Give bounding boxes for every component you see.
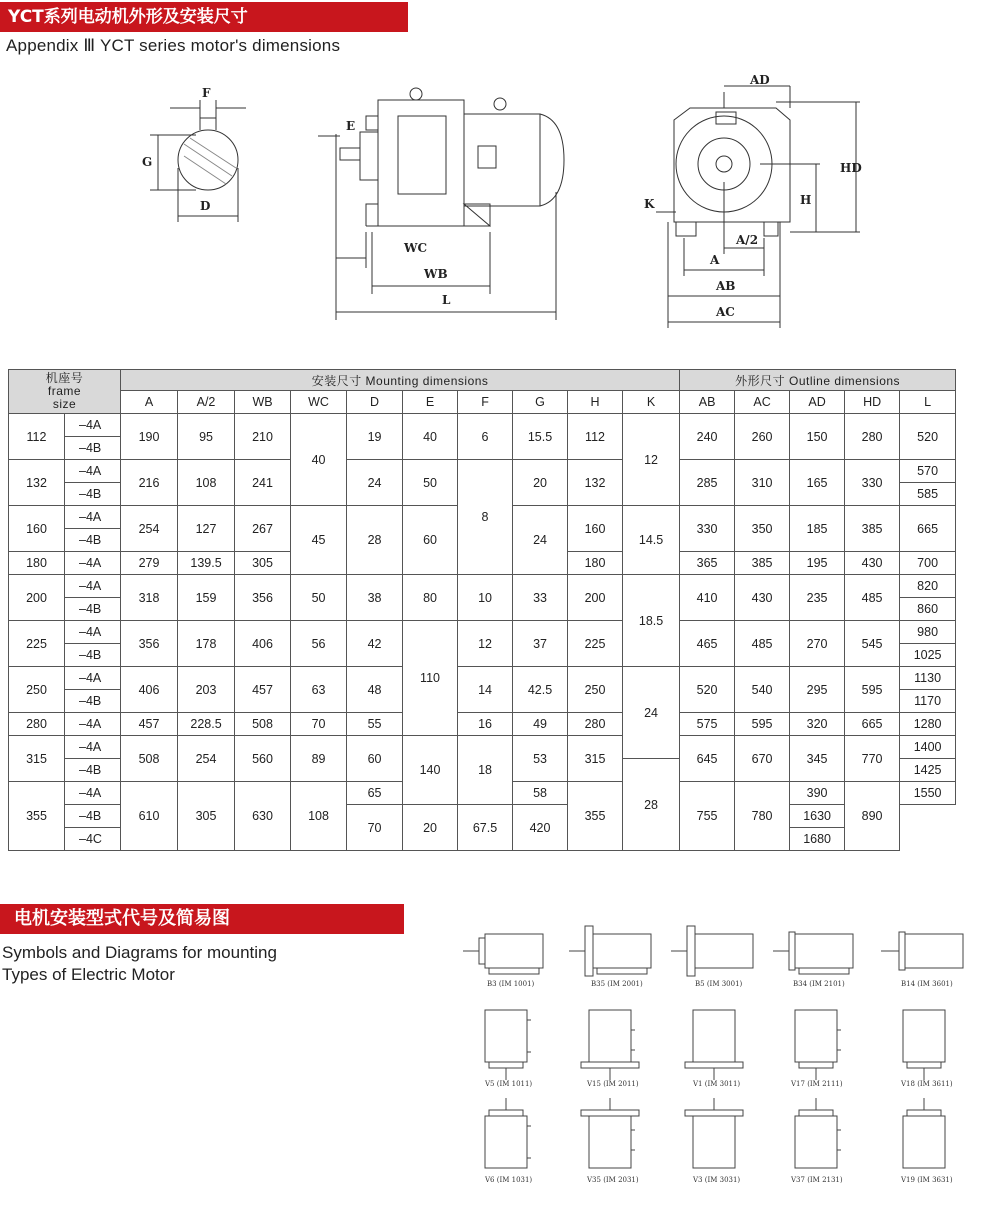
sub-cell: –4A xyxy=(65,782,121,805)
cell: 508 xyxy=(121,736,178,782)
cell: 38 xyxy=(347,575,403,621)
cell: 240 xyxy=(680,414,735,460)
sub-cell: –4A xyxy=(65,667,121,690)
cell: 127 xyxy=(178,506,235,552)
cell: 20 xyxy=(513,460,568,506)
mount-label: V37 (IM 2131) xyxy=(791,1176,843,1184)
cell: 190 xyxy=(121,414,178,460)
cell: 485 xyxy=(735,621,790,667)
cell: 6 xyxy=(458,414,513,460)
cell: 228.5 xyxy=(178,713,235,736)
cell: 1680 xyxy=(790,828,845,851)
cell: 406 xyxy=(121,667,178,713)
frame-header-en1: frame xyxy=(47,384,82,398)
cell: 14 xyxy=(458,667,513,713)
col-header: G xyxy=(513,391,568,414)
cell: 37 xyxy=(513,621,568,667)
dimensions-table xyxy=(8,369,956,851)
sub-cell: –4A xyxy=(65,460,121,483)
sub-cell: –4A xyxy=(65,414,121,437)
cell: 210 xyxy=(235,414,291,460)
cell: 15.5 xyxy=(513,414,568,460)
cell: 890 xyxy=(845,782,900,851)
col-header: F xyxy=(458,391,513,414)
frame-cell: 225 xyxy=(9,621,65,667)
cell: 33 xyxy=(513,575,568,621)
cell: 14.5 xyxy=(623,506,680,575)
cell: 12 xyxy=(623,414,680,506)
sub-cell: –4C xyxy=(65,828,121,851)
cell: 28 xyxy=(347,506,403,575)
shaft-section-drawing xyxy=(142,86,246,222)
cell: 24 xyxy=(347,460,403,506)
dim-label-l: L xyxy=(442,293,451,307)
cell: 279 xyxy=(121,552,178,575)
col-header: A/2 xyxy=(178,391,235,414)
cell: 160 xyxy=(568,506,623,552)
cell: 65 xyxy=(347,782,403,805)
mount-diagram-v18 xyxy=(900,1010,953,1088)
cell: 1630 xyxy=(790,805,845,828)
cell: 139.5 xyxy=(178,552,235,575)
mount-diagram-v35 xyxy=(581,1098,639,1184)
cell: 270 xyxy=(790,621,845,667)
sub-cell: –4A xyxy=(65,713,121,736)
mount-diagram-b14 xyxy=(881,932,963,988)
mount-label: V19 (IM 3631) xyxy=(901,1176,953,1184)
cell: 645 xyxy=(680,736,735,782)
cell: 216 xyxy=(121,460,178,506)
mount-diagram-b34 xyxy=(773,932,853,988)
cell: 310 xyxy=(735,460,790,506)
cell: 250 xyxy=(568,667,623,713)
cell: 63 xyxy=(291,667,347,713)
mount-diagram-v19 xyxy=(900,1098,953,1184)
col-header: AD xyxy=(790,391,845,414)
cell: 28 xyxy=(623,759,680,851)
frame-cell: 112 xyxy=(9,414,65,460)
cell: 70 xyxy=(347,805,403,851)
frame-cell: 132 xyxy=(9,460,65,506)
cell: 254 xyxy=(121,506,178,552)
cell: 356 xyxy=(235,575,291,621)
cell: 345 xyxy=(790,736,845,782)
cell: 860 xyxy=(900,598,956,621)
cell: 195 xyxy=(790,552,845,575)
cell: 24 xyxy=(513,506,568,575)
frame-cell: 280 xyxy=(9,713,65,736)
dim-label-ac: AC xyxy=(716,305,735,319)
sub-cell: –4B xyxy=(65,483,121,506)
cell: 465 xyxy=(680,621,735,667)
cell: 575 xyxy=(680,713,735,736)
cell: 185 xyxy=(790,506,845,552)
mount-label: V6 (IM 1031) xyxy=(485,1176,533,1184)
cell: 700 xyxy=(900,552,956,575)
cell: 108 xyxy=(291,782,347,851)
cell: 112 xyxy=(568,414,623,460)
cell: 420 xyxy=(513,805,568,851)
mount-label: V18 (IM 3611) xyxy=(901,1080,953,1088)
cell: 385 xyxy=(735,552,790,575)
cell: 58 xyxy=(513,782,568,805)
mount-diagram-b5 xyxy=(671,926,753,988)
cell: 508 xyxy=(235,713,291,736)
cell: 665 xyxy=(900,506,956,552)
cell: 132 xyxy=(568,460,623,506)
cell: 595 xyxy=(845,667,900,713)
dim-label-d: D xyxy=(200,199,211,213)
mounting-type-diagrams xyxy=(455,920,975,1190)
frame-cell: 355 xyxy=(9,782,65,851)
dim-label-ab: AB xyxy=(716,279,736,293)
frame-header-en2: size xyxy=(52,397,77,411)
cell: 12 xyxy=(458,621,513,667)
cell: 410 xyxy=(680,575,735,621)
cell: 70 xyxy=(291,713,347,736)
dim-label-h: H xyxy=(800,193,812,207)
dim-label-k: K xyxy=(644,197,655,211)
cell: 48 xyxy=(347,667,403,713)
cell: 280 xyxy=(568,713,623,736)
cell: 200 xyxy=(568,575,623,621)
frame-cell: 315 xyxy=(9,736,65,782)
col-header: WC xyxy=(291,391,347,414)
frame-size-header xyxy=(9,370,121,414)
mount-label: V1 (IM 3011) xyxy=(693,1080,741,1088)
cell: 60 xyxy=(403,506,458,575)
dim-label-wb: WB xyxy=(424,267,448,281)
cell: 280 xyxy=(845,414,900,460)
cell: 1400 xyxy=(900,736,956,759)
dim-label-hd: HD xyxy=(840,161,862,175)
cell: 254 xyxy=(178,736,235,782)
cell: 540 xyxy=(735,667,790,713)
cell: 110 xyxy=(403,621,458,736)
cell: 10 xyxy=(458,575,513,621)
dim-label-g: G xyxy=(142,155,153,169)
cell: 318 xyxy=(121,575,178,621)
mount-diagram-b3 xyxy=(463,934,543,988)
cell: 165 xyxy=(790,460,845,506)
cell: 430 xyxy=(845,552,900,575)
outline-dimensions-header: 外形尺寸 Outline dimensions xyxy=(680,370,956,391)
mount-label: V35 (IM 2031) xyxy=(587,1176,639,1184)
mount-label: V15 (IM 2011) xyxy=(587,1080,639,1088)
mounting-dimensions-header: 安装尺寸 Mounting dimensions xyxy=(121,370,680,391)
mount-diagram-v6 xyxy=(484,1098,532,1184)
cell: 80 xyxy=(403,575,458,621)
cell: 355 xyxy=(568,782,623,851)
dim-label-a2: A/2 xyxy=(736,233,759,247)
mount-diagram-v37 xyxy=(790,1098,843,1184)
cell: 89 xyxy=(291,736,347,782)
mount-diagram-v1 xyxy=(685,1010,743,1088)
cell: 1025 xyxy=(900,644,956,667)
cell: 225 xyxy=(568,621,623,667)
cell: 570 xyxy=(900,460,956,483)
sub-cell: –4B xyxy=(65,690,121,713)
cell: 1550 xyxy=(900,782,956,805)
cell: 315 xyxy=(568,736,623,782)
mount-diagram-v17 xyxy=(790,1010,843,1088)
frame-cell: 250 xyxy=(9,667,65,713)
cell: 305 xyxy=(235,552,291,575)
cell: 42 xyxy=(347,621,403,667)
cell: 320 xyxy=(790,713,845,736)
cell: 457 xyxy=(121,713,178,736)
cell: 330 xyxy=(680,506,735,552)
cell: 457 xyxy=(235,667,291,713)
mount-diagram-v3 xyxy=(685,1098,743,1184)
sub-cell: –4A xyxy=(65,736,121,759)
cell: 203 xyxy=(178,667,235,713)
sub-cell: –4B xyxy=(65,529,121,552)
frame-cell: 180 xyxy=(9,552,65,575)
cell: 295 xyxy=(790,667,845,713)
motor-front-view-drawing xyxy=(644,73,862,328)
sub-cell: –4B xyxy=(65,644,121,667)
dim-label-e: E xyxy=(346,119,356,133)
cell: 260 xyxy=(735,414,790,460)
dim-label-f: F xyxy=(202,86,211,100)
section-banner-mounting-types: 电机安装型式代号及简易图 xyxy=(0,904,404,934)
cell: 95 xyxy=(178,414,235,460)
cell: 755 xyxy=(680,782,735,851)
col-header: D xyxy=(347,391,403,414)
sub-cell: –4B xyxy=(65,805,121,828)
cell: 820 xyxy=(900,575,956,598)
sub-cell: –4A xyxy=(65,621,121,644)
cell: 585 xyxy=(900,483,956,506)
sub-cell: –4B xyxy=(65,437,121,460)
cell: 50 xyxy=(403,460,458,506)
sub-cell: –4A xyxy=(65,552,121,575)
mount-diagram-v15 xyxy=(581,1010,639,1088)
cell: 285 xyxy=(680,460,735,506)
mounting-subtitle-line2: Types of Electric Motor xyxy=(2,965,175,984)
cell: 610 xyxy=(121,782,178,851)
cell: 356 xyxy=(121,621,178,667)
cell: 390 xyxy=(790,782,845,805)
cell: 1130 xyxy=(900,667,956,690)
mount-label: V17 (IM 2111) xyxy=(791,1080,843,1088)
cell: 980 xyxy=(900,621,956,644)
cell: 24 xyxy=(623,667,680,759)
cell: 45 xyxy=(291,506,347,575)
cell: 365 xyxy=(680,552,735,575)
cell: 40 xyxy=(291,414,347,506)
col-header: WB xyxy=(235,391,291,414)
cell: 55 xyxy=(347,713,403,736)
mounting-subtitle-line1: Symbols and Diagrams for mounting xyxy=(2,943,277,962)
cell: 545 xyxy=(845,621,900,667)
dim-label-a: A xyxy=(710,253,720,267)
col-header: K xyxy=(623,391,680,414)
col-header: AC xyxy=(735,391,790,414)
cell: 150 xyxy=(790,414,845,460)
col-header: AB xyxy=(680,391,735,414)
cell: 385 xyxy=(845,506,900,552)
cell: 18.5 xyxy=(623,575,680,667)
cell: 56 xyxy=(291,621,347,667)
cell: 16 xyxy=(458,713,513,736)
cell: 485 xyxy=(845,575,900,621)
col-header: HD xyxy=(845,391,900,414)
cell: 670 xyxy=(735,736,790,782)
cell: 60 xyxy=(347,736,403,782)
col-header: A xyxy=(121,391,178,414)
cell: 241 xyxy=(235,460,291,506)
cell: 1425 xyxy=(900,759,956,782)
cell: 49 xyxy=(513,713,568,736)
cell: 1280 xyxy=(900,713,956,736)
cell: 350 xyxy=(735,506,790,552)
mount-label: V3 (IM 3031) xyxy=(693,1176,741,1184)
cell: 595 xyxy=(735,713,790,736)
frame-header-cn: 机座号 xyxy=(45,371,84,385)
cell: 50 xyxy=(291,575,347,621)
sub-cell: –4A xyxy=(65,575,121,598)
cell: 305 xyxy=(178,782,235,851)
mount-label: B5 (IM 3001) xyxy=(695,980,743,988)
cell: 665 xyxy=(845,713,900,736)
sub-cell: –4B xyxy=(65,759,121,782)
frame-cell: 160 xyxy=(9,506,65,552)
cell: 20 xyxy=(403,805,458,851)
cell: 406 xyxy=(235,621,291,667)
cell: 520 xyxy=(680,667,735,713)
cell: 159 xyxy=(178,575,235,621)
cell: 108 xyxy=(178,460,235,506)
cell: 520 xyxy=(900,414,956,460)
sub-cell: –4A xyxy=(65,506,121,529)
cell: 178 xyxy=(178,621,235,667)
dim-label-ad: AD xyxy=(750,73,770,87)
cell: 330 xyxy=(845,460,900,506)
cell: 67.5 xyxy=(458,805,513,851)
mount-label: V5 (IM 1011) xyxy=(485,1080,533,1088)
cell: 770 xyxy=(845,736,900,782)
cell: 140 xyxy=(403,736,458,805)
mount-label: B35 (IM 2001) xyxy=(591,980,643,988)
mount-diagram-b35 xyxy=(569,926,651,988)
col-header: H xyxy=(568,391,623,414)
cell: 235 xyxy=(790,575,845,621)
cell: 1170 xyxy=(900,690,956,713)
cell: 18 xyxy=(458,736,513,805)
cell: 430 xyxy=(735,575,790,621)
cell: 560 xyxy=(235,736,291,782)
cell: 630 xyxy=(235,782,291,851)
cell: 8 xyxy=(458,460,513,575)
col-header: L xyxy=(900,391,956,414)
cell: 267 xyxy=(235,506,291,552)
cell: 780 xyxy=(735,782,790,851)
cell: 180 xyxy=(568,552,623,575)
motor-side-view-drawing xyxy=(318,88,564,320)
dim-label-wc: WC xyxy=(404,241,428,255)
frame-cell: 200 xyxy=(9,575,65,621)
section-banner-dimensions: YCT系列电动机外形及安装尺寸 xyxy=(0,2,408,32)
mount-label: B34 (IM 2101) xyxy=(793,980,845,988)
page-subtitle: Appendix Ⅲ YCT series motor's dimensions xyxy=(6,36,341,55)
mount-label: B3 (IM 1001) xyxy=(487,980,535,988)
sub-cell: –4B xyxy=(65,598,121,621)
mount-label: B14 (IM 3601) xyxy=(901,980,953,988)
cell: 19 xyxy=(347,414,403,460)
cell: 40 xyxy=(403,414,458,460)
cell: 53 xyxy=(513,736,568,782)
mount-diagram-v5 xyxy=(484,1010,532,1088)
col-header: E xyxy=(403,391,458,414)
cell: 42.5 xyxy=(513,667,568,713)
motor-dimension-drawings xyxy=(0,72,1000,332)
